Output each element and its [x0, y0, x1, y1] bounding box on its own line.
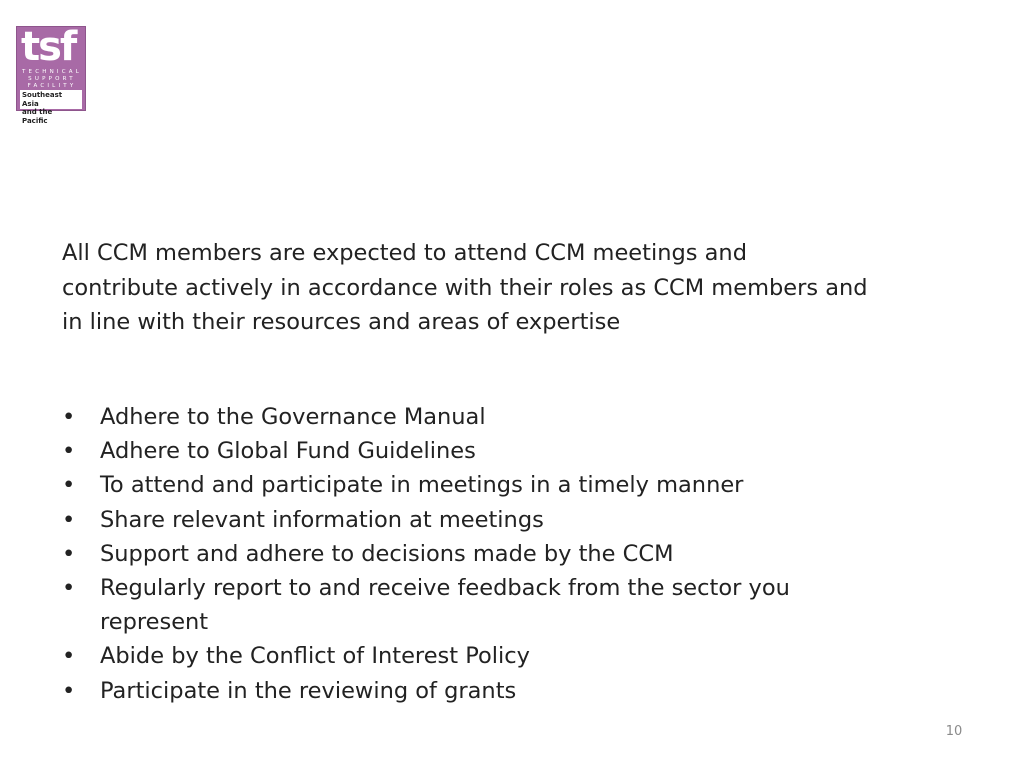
- logo-region: [20, 90, 82, 125]
- intro-line-3: in line with their resources and areas of expertise: [62, 309, 621, 335]
- logo-line-technical: TECHNICAL: [21, 69, 82, 75]
- bullet-icon: •: [62, 677, 76, 704]
- bullet-icon: •: [62, 506, 76, 533]
- bullet-item-support-decisions: [62, 537, 962, 571]
- responsibilities-list: [62, 400, 962, 708]
- intro-line-2: contribute actively in accordance with their roles as CCM members and: [62, 274, 868, 301]
- bullet-item-share-information: [62, 503, 962, 537]
- bullet-item-attend-meetings: [62, 468, 962, 502]
- bullet-item-review-grants: [62, 674, 962, 708]
- bullet-text-line-1: Regularly report to and receive feedback from the sector you: [100, 575, 790, 602]
- bullet-text: Share relevant information at meetings: [100, 506, 544, 533]
- intro-paragraph: [62, 236, 922, 340]
- bullet-text-line-2: represent: [100, 609, 209, 636]
- bullet-item-governance-manual: [62, 400, 962, 434]
- logo-wordmark: tsf: [21, 24, 76, 70]
- intro-line-1: All CCM members are expected to attend CCM meetings and: [62, 240, 747, 266]
- bullet-text: Participate in the reviewing of grants: [100, 677, 517, 704]
- bullet-icon: •: [62, 438, 76, 465]
- bullet-item-global-fund-guidelines: [62, 434, 962, 468]
- bullet-item-report-feedback: [62, 571, 962, 639]
- bullet-icon: •: [62, 404, 76, 430]
- logo-region-line-1: Southeast Asia: [22, 91, 63, 108]
- bullet-icon: •: [62, 540, 76, 567]
- bullet-text: Abide by the Conflict of Interest Policy: [100, 643, 530, 670]
- logo-line-facility: FACILITY: [27, 83, 77, 89]
- bullet-icon: •: [62, 643, 76, 670]
- bullet-icon: •: [62, 472, 76, 499]
- bullet-item-conflict-of-interest: [62, 639, 962, 673]
- logo-line-support: SUPPORT: [28, 76, 76, 82]
- bullet-text: Support and adhere to decisions made by the CCM: [100, 540, 674, 567]
- bullet-text: Adhere to the Governance Manual: [100, 404, 486, 430]
- tsf-logo: [16, 24, 86, 125]
- bullet-text: To attend and participate in meetings in a timely manner: [100, 472, 744, 499]
- page-number: 10: [945, 724, 963, 739]
- logo-region-line-2: and the Pacific: [22, 108, 53, 125]
- bullet-text: Adhere to Global Fund Guidelines: [100, 438, 476, 465]
- bullet-icon: •: [62, 575, 76, 602]
